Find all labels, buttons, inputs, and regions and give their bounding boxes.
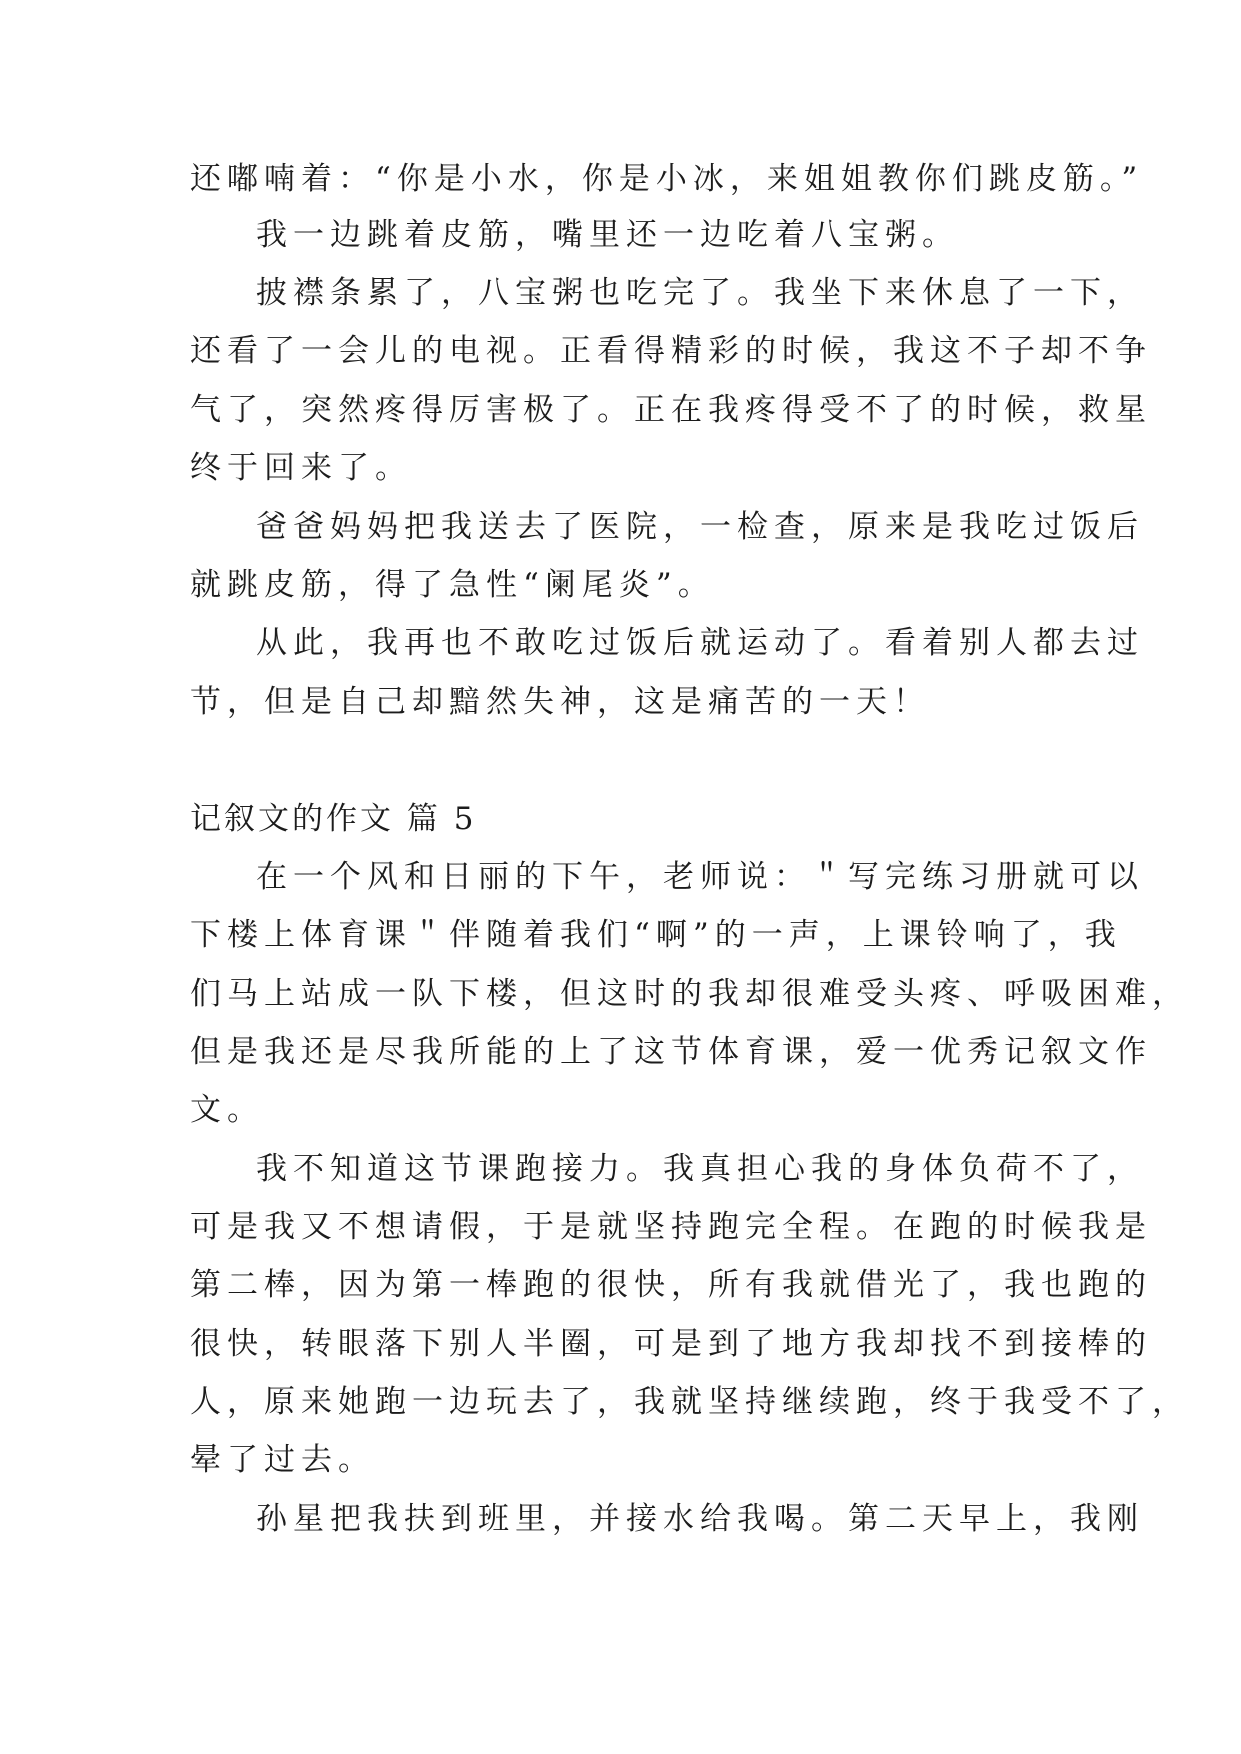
text-line: 下楼上体育课＂伴随着我们“啊”的一声，上课铃响了，我 — [190, 917, 1122, 953]
text-line: 还嘟喃着：“你是小水，你是小冰，来姐姐教你们跳皮筋。” — [190, 161, 1144, 197]
text-line: 气了，突然疼得厉害极了。正在我疼得受不了的时候，救星 — [190, 392, 1152, 428]
text-line: 可是我又不想请假，于是就坚持跑完全程。在跑的时候我是 — [190, 1209, 1152, 1245]
text-line: 我不知道这节课跑接力。我真担心我的身体负荷不了， — [256, 1151, 1144, 1187]
text-line: 文。 — [190, 1092, 264, 1128]
text-line: 披襟条累了，八宝粥也吃完了。我坐下来休息了一下， — [256, 275, 1144, 311]
text-line: 从此，我再也不敢吃过饭后就运动了。看着别人都去过 — [256, 625, 1144, 661]
text-line: 第二棒，因为第一棒跑的很快，所有我就借光了，我也跑的 — [190, 1267, 1152, 1303]
text-line: 晕了过去。 — [190, 1442, 375, 1478]
text-line: 终于回来了。 — [190, 450, 412, 486]
text-line: 们马上站成一队下楼，但这时的我却很难受头疼、呼吸困难， — [190, 976, 1189, 1012]
section-heading: 记叙文的作文 篇 5 — [190, 801, 477, 837]
text-line: 很快，转眼落下别人半圈，可是到了地方我却找不到接棒的 — [190, 1326, 1152, 1362]
text-line: 就跳皮筋，得了急性“阑尾炎”。 — [190, 567, 715, 603]
text-line: 还看了一会儿的电视。正看得精彩的时候，我这不子却不争 — [190, 333, 1152, 369]
text-line: 爸爸妈妈把我送去了医院，一检查，原来是我吃过饭后 — [256, 509, 1144, 545]
text-line: 人，原来她跑一边玩去了，我就坚持继续跑，终于我受不了， — [190, 1384, 1189, 1420]
text-line: 但是我还是尽我所能的上了这节体育课，爱一优秀记叙文作 — [190, 1034, 1152, 1070]
text-line: 在一个风和日丽的下午，老师说：＂写完练习册就可以 — [256, 859, 1144, 895]
text-line: 我一边跳着皮筋，嘴里还一边吃着八宝粥。 — [256, 217, 959, 253]
text-line: 孙星把我扶到班里，并接水给我喝。第二天早上，我刚 — [256, 1501, 1144, 1537]
text-line: 节，但是自己却黯然失神，这是痛苦的一天！ — [190, 684, 930, 720]
